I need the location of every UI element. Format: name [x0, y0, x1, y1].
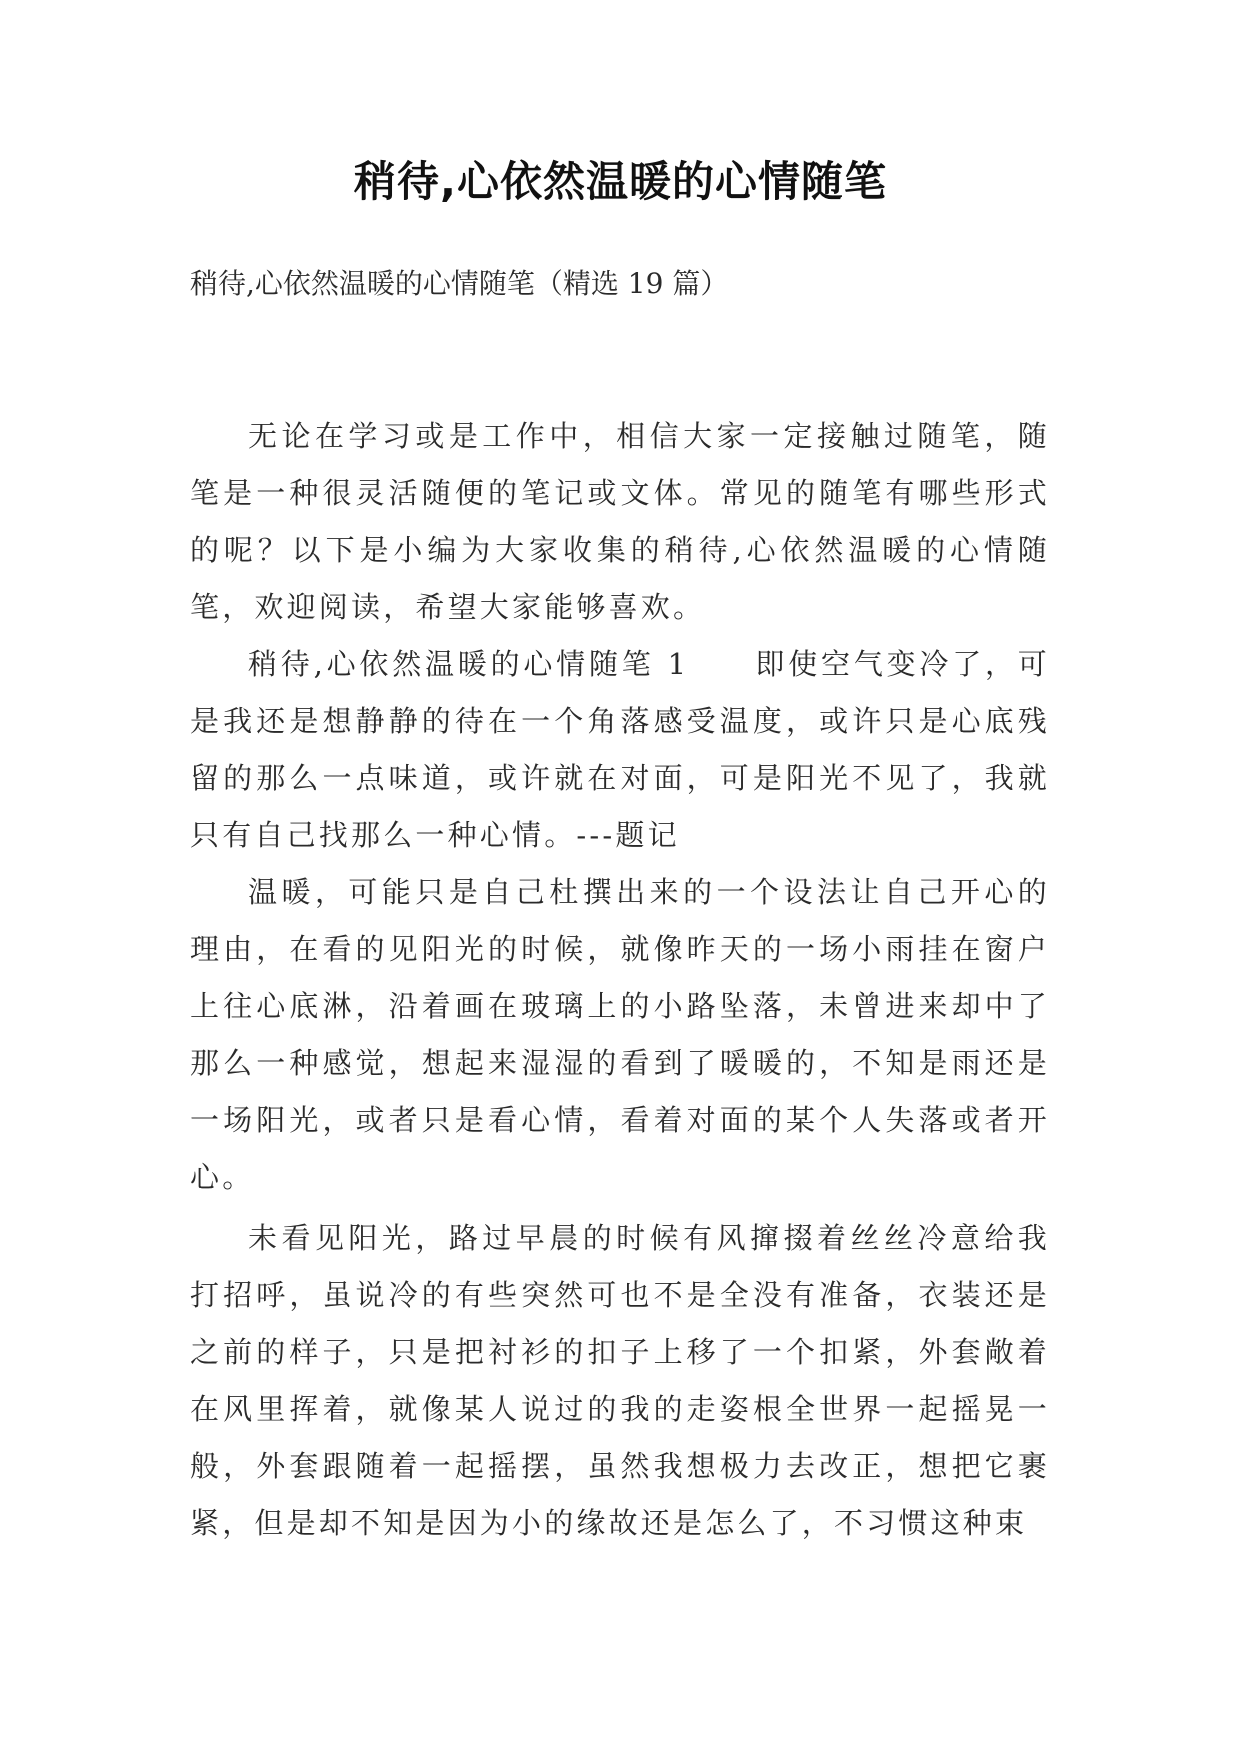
- paragraph-intro: 无论在学习或是工作中，相信大家一定接触过随笔，随笔是一种很灵活随便的笔记或文体。常见的随笔有哪些形式的呢？以下是小编为大家收集的稍待,心依然温暖的心情随笔，欢迎阅读，希望大家能够喜欢。: [190, 419, 1050, 624]
- paragraph-essay-1-opening: 稍待,心依然温暖的心情随笔 1 即使空气变冷了，可是我还是想静静的待在一个角落感受温度，或许只是心底残留的那么一点味道，或许就在对面，可是阳光不见了，我就只有自己找那么一种心情。---题记: [190, 647, 1050, 852]
- document-body: [190, 408, 1050, 1552]
- document-subtitle: 稍待,心依然温暖的心情随笔（精选 19 篇）: [190, 267, 729, 300]
- paragraph-no-sunshine: 未看见阳光，路过早晨的时候有风撺掇着丝丝冷意给我打招呼，虽说冷的有些突然可也不是全没有准备，衣装还是之前的样子，只是把衬衫的扣子上移了一个扣紧，外套敞着在风里挥着，就像某人说过的我的走姿根全世界一起摇晃一般，外套跟随着一起摇摆，虽然我想极力去改正，想把它裹紧，但是却不知是因为小的缘故还是怎么了，不习惯这种束: [190, 1221, 1050, 1540]
- paragraph-warmth: 温暖，可能只是自己杜撰出来的一个设法让自己开心的理由，在看的见阳光的时候，就像昨天的一场小雨挂在窗户上往心底淋，沿着画在玻璃上的小路坠落，未曾进来却中了那么一种感觉，想起来湿湿的看到了暖暖的，不知是雨还是一场阳光，或者只是看心情，看着对面的某个人失落或者开心。: [190, 875, 1050, 1194]
- document-title: 稍待,心依然温暖的心情随笔: [354, 157, 887, 206]
